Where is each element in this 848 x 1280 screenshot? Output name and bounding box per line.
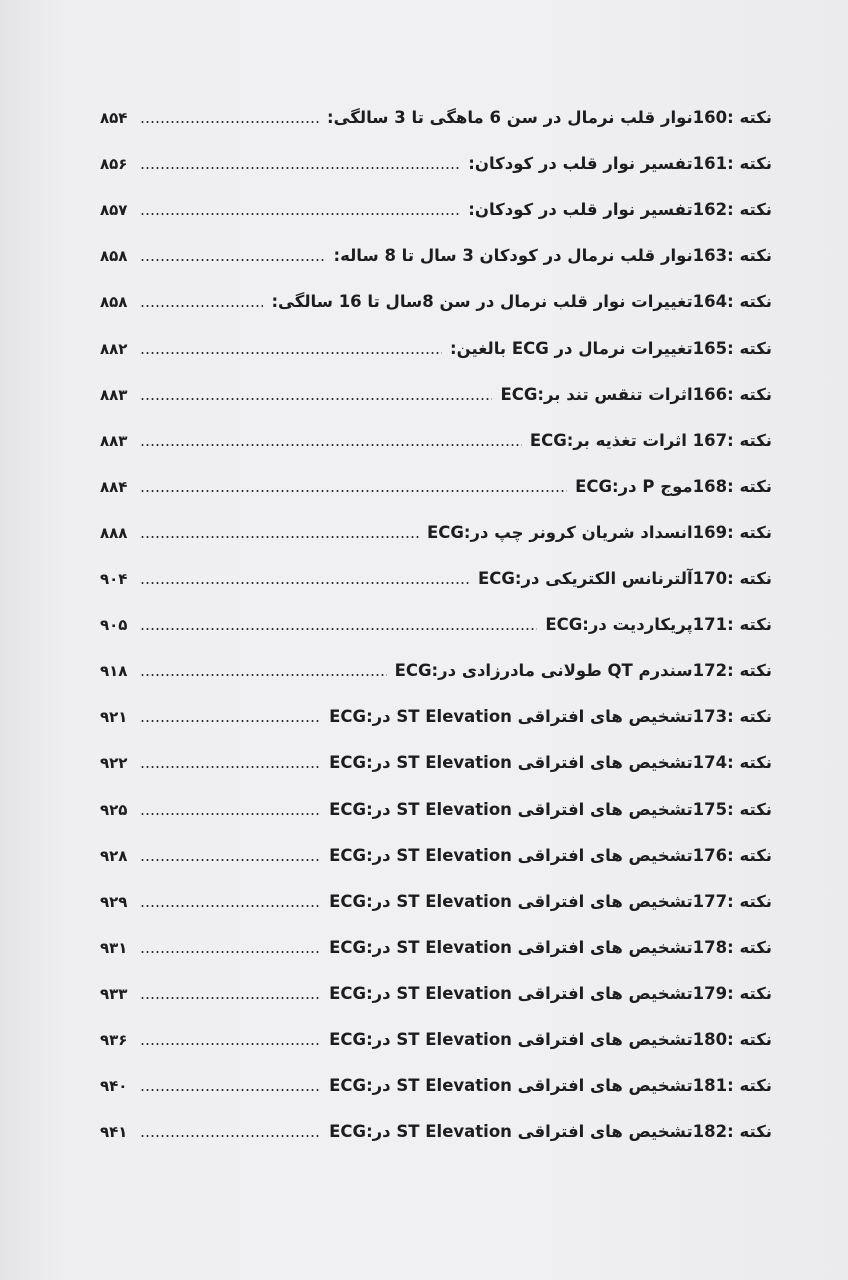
toc-entry[interactable] — [100, 511, 772, 545]
dot-leader — [140, 120, 319, 124]
toc-entry[interactable] — [100, 1110, 772, 1144]
toc-entry-page-number: ۸۸۸ — [100, 523, 128, 542]
toc-entry-page-number: ۸۵۸ — [100, 247, 128, 266]
toc-entry[interactable] — [100, 557, 772, 591]
toc-entry-page-number: ۹۳۱ — [100, 938, 128, 957]
toc-entry-page-number: ۹۳۳ — [100, 984, 128, 1003]
toc-entry-page-number: ۸۵۴ — [100, 109, 128, 127]
dot-leader — [140, 1088, 321, 1092]
toc-entry[interactable] — [100, 1064, 772, 1098]
toc-entry-title: نکته :163نوار قلب نرمال در کودکان 3 سال تا 8 ساله: — [333, 246, 772, 266]
toc-entry-page-number: ۸۵۶ — [100, 155, 128, 174]
dot-leader — [140, 166, 460, 170]
dot-leader — [140, 304, 263, 308]
toc-entry-page-number: ۹۴۱ — [100, 1123, 128, 1142]
toc-entry-title: نکته :168موج P در:ECG — [575, 476, 772, 496]
toc-entry-page-number: ۸۸۳ — [100, 385, 128, 404]
toc-entry-title: نکته :175تشخیص های افتراقی ST Elevation در:ECG — [329, 799, 772, 819]
toc-entry[interactable] — [100, 96, 772, 130]
dot-leader — [140, 858, 321, 862]
toc-entry-page-number: ۹۳۶ — [100, 1031, 128, 1049]
toc-entry[interactable] — [100, 788, 772, 822]
toc-entry[interactable] — [100, 1018, 772, 1052]
toc-entry-page-number: ۸۵۷ — [100, 201, 128, 220]
toc-entry-page-number: ۸۸۴ — [100, 477, 128, 496]
dot-leader — [140, 397, 492, 401]
toc-entry[interactable] — [100, 926, 772, 960]
toc-entry[interactable] — [100, 373, 772, 407]
toc-entry[interactable] — [100, 188, 772, 222]
toc-entry[interactable] — [100, 142, 772, 176]
toc-entry-page-number: ۹۲۲ — [100, 754, 128, 773]
toc-entry-title: نکته :161تفسیر نوار قلب در کودکان: — [468, 154, 772, 174]
toc-entry-title: نکته :178تشخیص های افتراقی ST Elevation در:ECG — [329, 937, 772, 957]
toc-entry[interactable] — [100, 465, 772, 499]
toc-entry-title: نکته :169انسداد شریان کرونر چپ در:ECG — [426, 522, 772, 542]
toc-entry-title: نکته :160نوار قلب نرمال در سن 6 ماهگی تا 3 سالگی: — [327, 108, 772, 127]
dot-leader — [140, 765, 321, 769]
dot-leader — [140, 535, 419, 539]
toc-entry-title: نکته :164تغییرات نوار قلب نرمال در سن 8سال تا 16 سالگی: — [271, 292, 772, 312]
dot-leader — [140, 258, 325, 262]
dot-leader — [140, 351, 442, 355]
toc-entry-page-number: ۹۰۵ — [100, 616, 128, 635]
toc-entry-page-number: ۹۰۴ — [100, 570, 128, 588]
toc-entry-page-number: ۹۲۵ — [100, 800, 128, 819]
toc-entry[interactable] — [100, 695, 772, 729]
toc-entry-title: نکته :182تشخیص های افتراقی ST Elevation در:ECG — [329, 1122, 772, 1142]
dot-leader — [140, 489, 567, 493]
toc-entry-title: نکته :166اثرات تنقس تند بر:ECG — [500, 384, 772, 404]
toc-entry-title: نکته :167 اثرات تغذیه بر:ECG — [529, 430, 772, 450]
toc-entry-title: نکته :173تشخیص های افتراقی ST Elevation در:ECG — [329, 707, 772, 727]
dot-leader — [140, 904, 321, 908]
toc-entry-page-number: ۹۴۰ — [100, 1077, 128, 1096]
toc-entry-page-number: ۹۲۹ — [100, 892, 128, 911]
dot-leader — [140, 719, 321, 723]
toc-entry-title: نکته :180تشخیص های افتراقی ST Elevation در:ECG — [329, 1030, 772, 1049]
toc-entry-title: نکته :176تشخیص های افتراقی ST Elevation در:ECG — [329, 845, 772, 865]
toc-entry[interactable] — [100, 419, 772, 453]
dot-leader — [140, 212, 460, 216]
toc-entry-page-number: ۸۸۳ — [100, 431, 128, 450]
toc-entry[interactable] — [100, 880, 772, 914]
toc-entry-title: نکته :162تفسیر نوار قلب در کودکان: — [468, 200, 772, 220]
dot-leader — [140, 443, 522, 447]
toc-entry-title: نکته :177تشخیص های افتراقی ST Elevation در:ECG — [329, 891, 772, 911]
dot-leader — [140, 673, 387, 677]
toc-entry-title: نکته :165تغییرات نرمال در ECG بالغین: — [450, 338, 772, 358]
toc-entry-title: نکته :170آلترنانس الکتریکی در:ECG — [477, 569, 772, 588]
toc-entry-page-number: ۹۲۱ — [100, 708, 128, 727]
toc-entry-page-number: ۸۵۸ — [100, 293, 128, 312]
toc-entry-page-number: ۹۱۸ — [100, 662, 128, 681]
dot-leader — [140, 996, 321, 1000]
toc-entry-title: نکته :174تشخیص های افتراقی ST Elevation در:ECG — [329, 753, 772, 773]
toc-entry[interactable] — [100, 741, 772, 775]
dot-leader — [140, 950, 321, 954]
dot-leader — [140, 1042, 321, 1046]
dot-leader — [140, 627, 537, 631]
toc-entry[interactable] — [100, 280, 772, 314]
toc-entry[interactable] — [100, 972, 772, 1006]
toc-entry-title: نکته :172سندرم QT طولانی مادرزادی در:ECG — [394, 661, 772, 681]
dot-leader — [140, 1134, 321, 1138]
dot-leader — [140, 581, 470, 585]
toc-entry-page-number: ۹۲۸ — [100, 846, 128, 865]
toc-entry[interactable] — [100, 834, 772, 868]
toc-entry[interactable] — [100, 234, 772, 268]
toc-entry-page-number: ۸۸۲ — [100, 339, 128, 358]
toc-entry-title: نکته :179تشخیص های افتراقی ST Elevation در:ECG — [329, 983, 772, 1003]
toc-entry[interactable] — [100, 649, 772, 683]
dot-leader — [140, 812, 321, 816]
toc-entry[interactable] — [100, 327, 772, 361]
toc-entry[interactable] — [100, 603, 772, 637]
toc-entry-title: نکته :171پریکاردیت در:ECG — [545, 615, 772, 635]
toc-entry-title: نکته :181تشخیص های افتراقی ST Elevation در:ECG — [329, 1076, 772, 1096]
